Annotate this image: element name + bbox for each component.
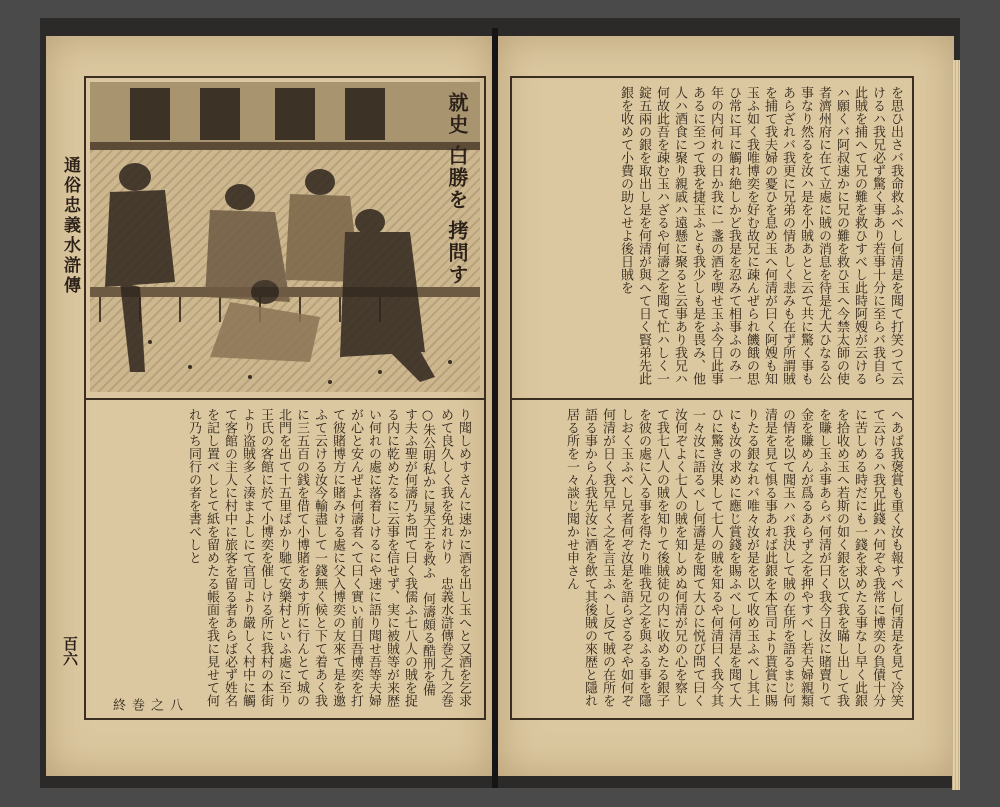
right-page-frame bbox=[510, 76, 914, 720]
left-lower-text-block: り聞しめすさんに速かに酒を出し玉へと又酒を乞求めて良久しく我を免れけり 忠義水滸傳巻之九之巻 ○朱公明私かに晁天王を救ふ 何濤頗る酷刑を備す夫ふ聖が何濤乃ち問て曰く我儒ふ七八人の賊を捉る内に乾めたるに云事を信せず、実に被賊等が来歴い何れの處に落着しけるにや速に語り聞せ吾等夫婦が心と安んぜよ何濤者へて曰く實い前日吾博奕を打て彼賭博方に賭みける處に父入博奕の友來て是を邀ふて云ける汝今輸盡して一錢無く候と下て着あく我に三五百の銭を借て小博賭をあす所に行んとて城の北門を出て十五里ばかり馳て安樂村といふ處に至り王氏の客館に於て小博奕を催しける所に我村の本街より盗賊多く湊まよしにて官司より嚴しく村中に觸て客館の主人に村中に旅客を留る者あらば必ず姓名を記し置べしとて紙を留めたる帳面を我に見せて何れ乃ち同行の者を書べしと bbox=[186, 408, 471, 720]
illustration-drawing bbox=[90, 82, 480, 392]
open-book bbox=[40, 18, 960, 788]
volume-end-mark: 八之巻終 bbox=[110, 698, 182, 711]
middle-rule bbox=[512, 398, 912, 400]
left-page-frame bbox=[84, 76, 486, 720]
middle-rule bbox=[86, 398, 484, 400]
left-page bbox=[46, 36, 492, 776]
running-title: 通俗忠義水滸傳 bbox=[60, 156, 80, 296]
illustration-caption: 就史 白勝を 拷問す bbox=[445, 92, 469, 286]
page-edges bbox=[952, 60, 960, 790]
right-page bbox=[498, 36, 954, 776]
page-number: 百六 bbox=[61, 636, 79, 666]
woodblock-illustration bbox=[90, 82, 480, 392]
right-lower-text-block: へあば我褒賞も重く汝も報すべし何清是を見て冷笑て云けるハ我兄此錢ハ何ぞや我常に博奕の負債十分に苦しめる時だにも一錢を求めたる事なし早く此銀を拾收め玉へ若斯の如く銀を以て我を瞞し出して我を賺し玉ふ事あらバ何清が曰く我今日汝に賭賣りて金を賺めんが爲るあらず之を押やすべし若夫婦親類の情を以て聞玉ハバ我決して賊の在所を語るまじ何清是を見て惧る事あれば此銀を本官司より貰賞に賜りたる銀なれバ唯々汝が是を以て收め玉ふべし其上にも汝の求めに應じ賞錢を賜ふべし何清是を聞て大ひに驚き汝果して七人の賊を知るや何清曰く我今其一々汝に語るべし何濤是を聞て大ひに悦び問て曰く汝何ぞよく七人の賊を知しめぬ何清が兄の心を察して我七八人の賊を知りて後賊徒の内に收めたる銀子を彼の處に入る事を得たり唯我兄之を與ふる事を隱しおく玉ふべし兄者何ぞ汝是を語らざるぞや如何ぞ何清が日く我兄早く之を言玉ふへし反て賊の在所を語る事からん我先汝に酒を飲て其後賊の來歴と隱れ居る所を一々談じ聞かせ申さん bbox=[564, 408, 903, 707]
right-upper-text-block: を思ひ出さバ我命救ふべし何清是を聞て打笑つて云けるハ我兄必ず驚く事あり若事十分に至らバ我自ら此賊を捕へて兄の難を救ひすべし此時阿嫂が云ける ハ願くバ阿叔速かに兄の難を救ひ玉へ今禁太師の使者濟州府に在て立處に賊の消息を待是尤大ひなる公事なり然るを汝ハ是を小賊あとと云て共に驚く事もあらざれバ我更に兄弟の情あしく悲みも在ず所謂賊を捕て我夫婦の憂ひを息め玉へ何清が曰く阿嫂も知玉ふ如く我唯博奕を好む故兄に疎んぜられ饑餓の思ひ常に耳に觸れ絶しかど我是を忍みて相事ふのみ一年の内何れの日か我に一盞の酒を喫せ玉ふ今日此事あるに至つて我を捷玉ふとも我少しも是を畏み、他人ハ酒食に聚り親戚ハ遠懸に聚ると云事あり我兄ハ何故此吾を疎む玉ハざるや何濤之を聞て忙ハしく一錠五兩の銀を取出し是を何清が與へて日く賢弟先此銀を收めて小費の助とせよ後日賊を bbox=[618, 86, 903, 385]
